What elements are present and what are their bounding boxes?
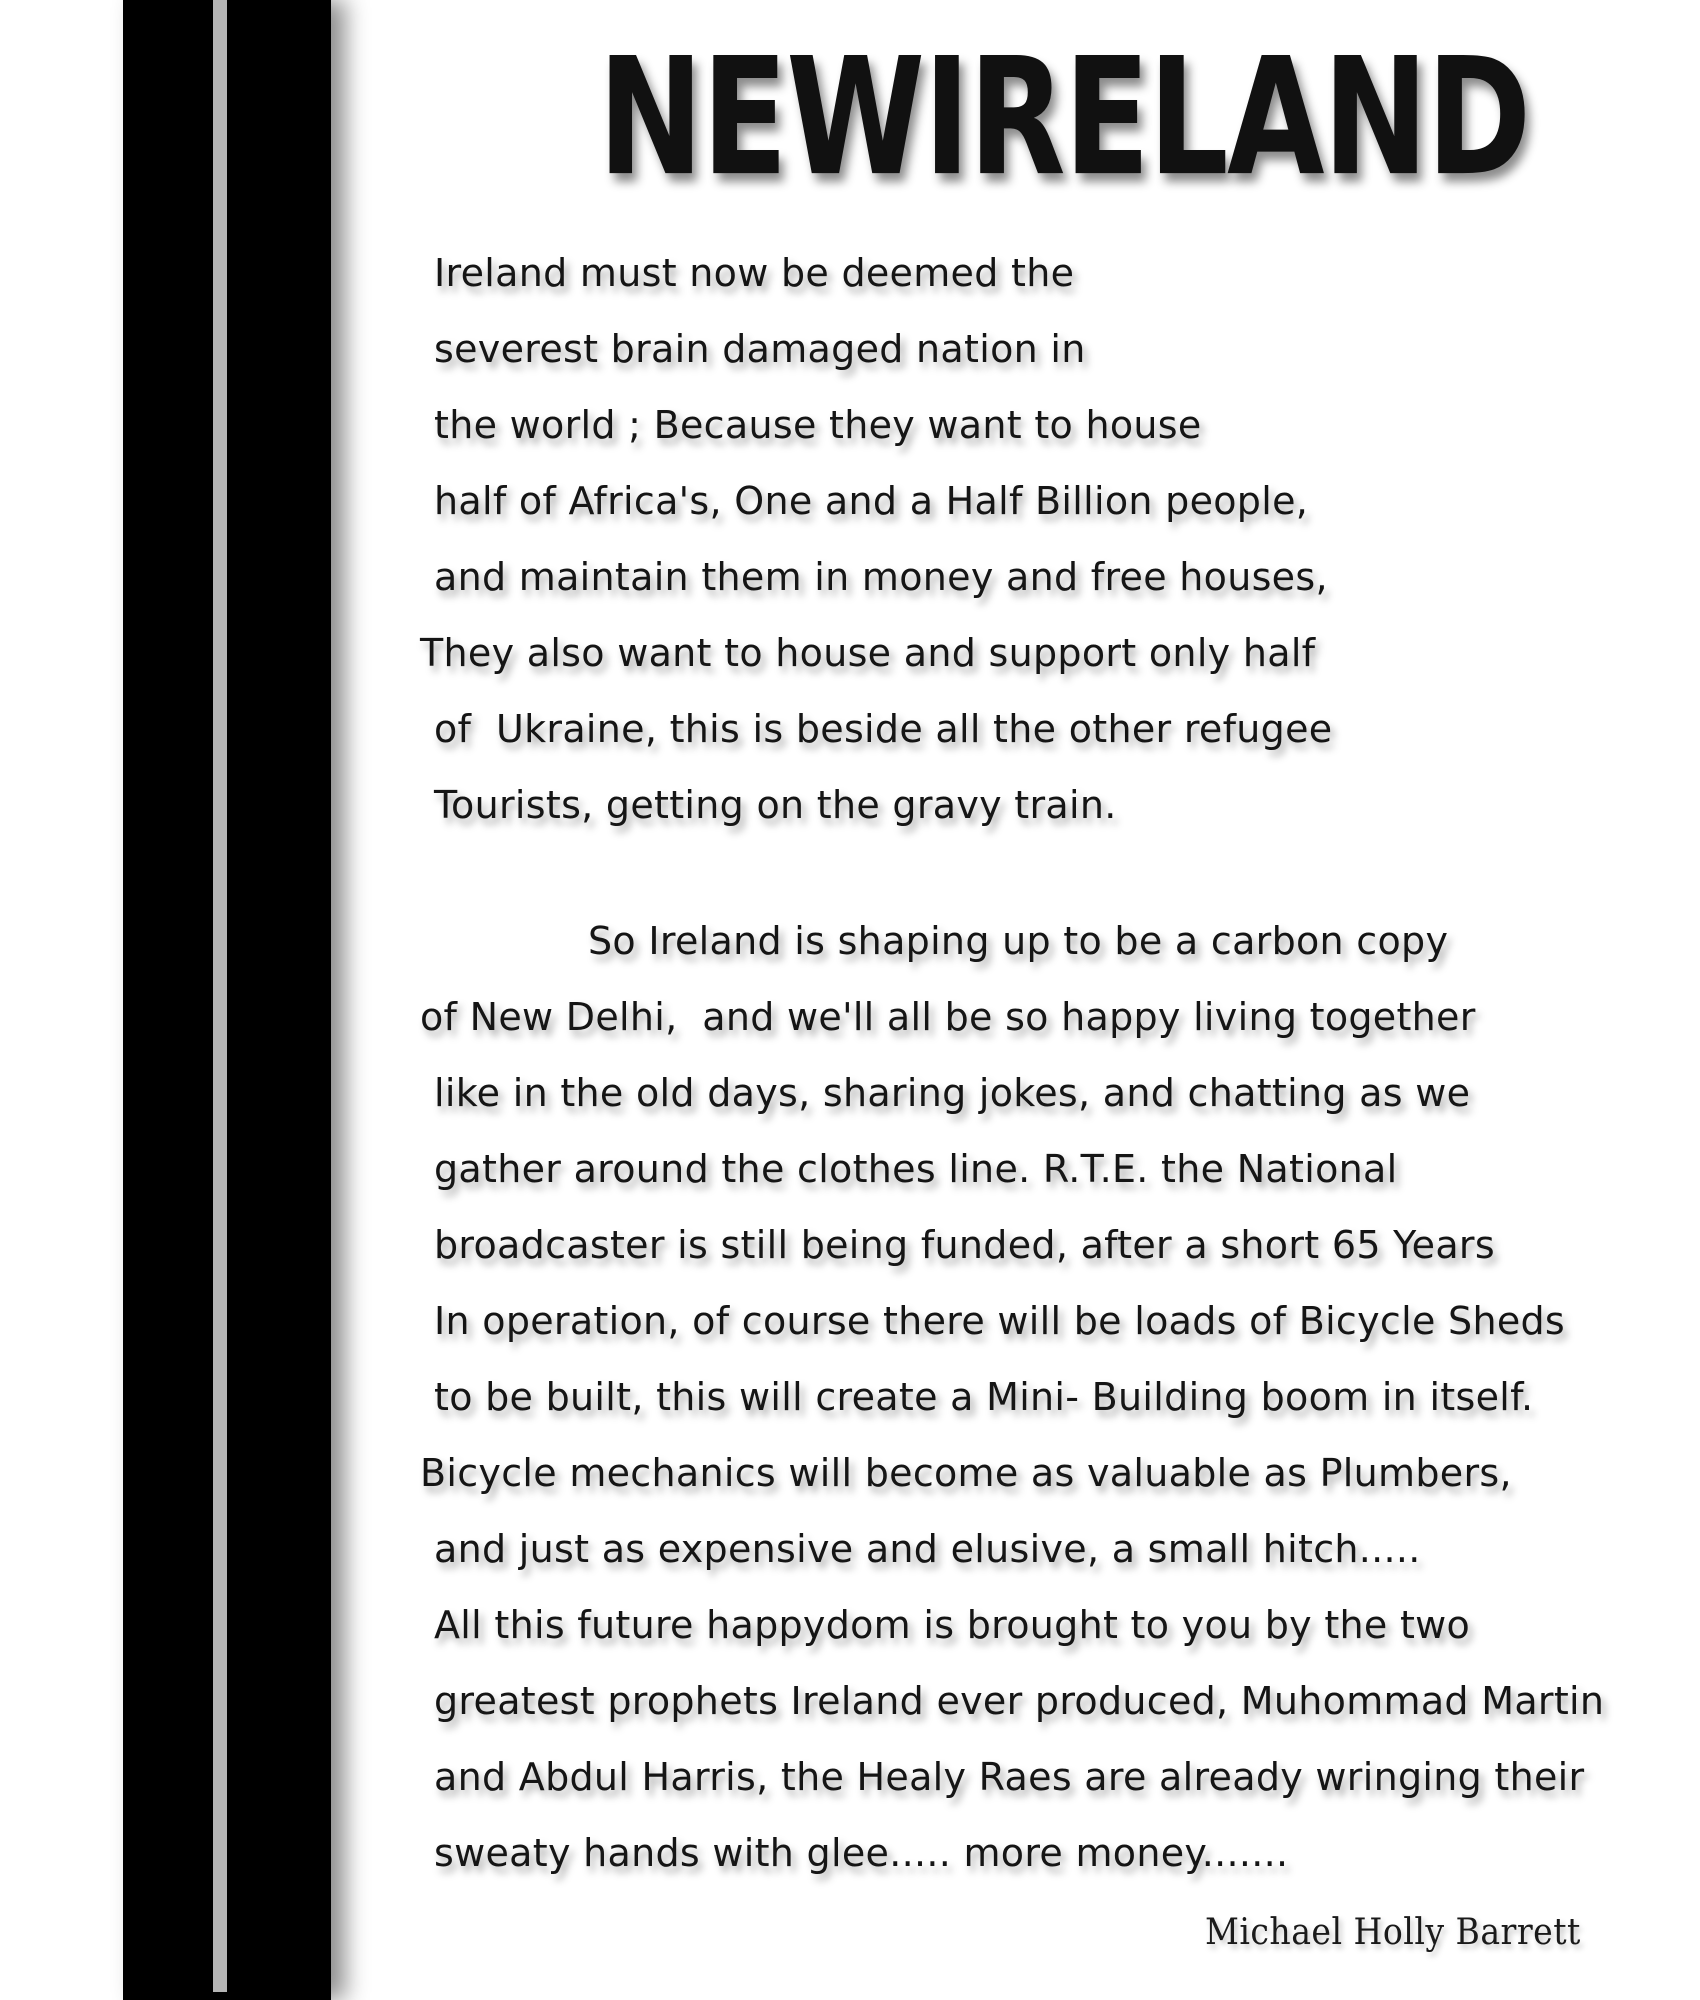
sidebar-stripe	[213, 0, 227, 1992]
author-signature: Michael Holly Barrett	[1205, 1912, 1581, 1953]
text-line: and maintain them in money and free houses,	[434, 555, 1328, 599]
text-line: Bicycle mechanics will become as valuable as Plumbers,	[420, 1451, 1512, 1495]
decorative-sidebar	[123, 0, 331, 2000]
title-word-new: NEW	[598, 24, 924, 212]
text-line: broadcaster is still being funded, after a short 65 Years	[434, 1223, 1495, 1267]
text-line: They also want to house and support only half	[420, 631, 1316, 675]
poem-body	[420, 235, 1640, 1891]
paragraph-gap	[420, 843, 1640, 903]
text-line: to be built, this will create a Mini- Building boom in itself.	[434, 1375, 1534, 1419]
text-line: gather around the clothes line. R.T.E. the National	[434, 1147, 1398, 1191]
page-title	[598, 10, 1530, 226]
text-line: Tourists, getting on the gravy train.	[434, 783, 1117, 827]
text-line: of Ukraine, this is beside all the other refugee	[434, 707, 1333, 751]
text-line: sweaty hands with glee..... more money.......	[434, 1831, 1289, 1875]
paragraph-1	[420, 235, 1640, 843]
text-line: All this future happydom is brought to you by the two	[434, 1603, 1471, 1647]
text-line: In operation, of course there will be loads of Bicycle Sheds	[434, 1299, 1566, 1343]
paragraph-2	[420, 903, 1640, 1891]
text-line: severest brain damaged nation in	[434, 327, 1086, 371]
text-line: So Ireland is shaping up to be a carbon copy	[588, 919, 1449, 963]
text-line: and just as expensive and elusive, a small hitch.....	[434, 1527, 1421, 1571]
text-line: half of Africa's, One and a Half Billion people,	[434, 479, 1309, 523]
text-line: of New Delhi, and we'll all be so happy living together	[420, 995, 1476, 1039]
text-line: like in the old days, sharing jokes, and chatting as we	[434, 1071, 1471, 1115]
text-line: the world ; Because they want to house	[434, 403, 1202, 447]
text-line: and Abdul Harris, the Healy Raes are already wringing their	[434, 1755, 1585, 1799]
title-word-ireland: IRELAND	[923, 24, 1530, 212]
text-line: greatest prophets Ireland ever produced, Muhommad Martin	[434, 1679, 1605, 1723]
text-line: Ireland must now be deemed the	[434, 251, 1075, 295]
